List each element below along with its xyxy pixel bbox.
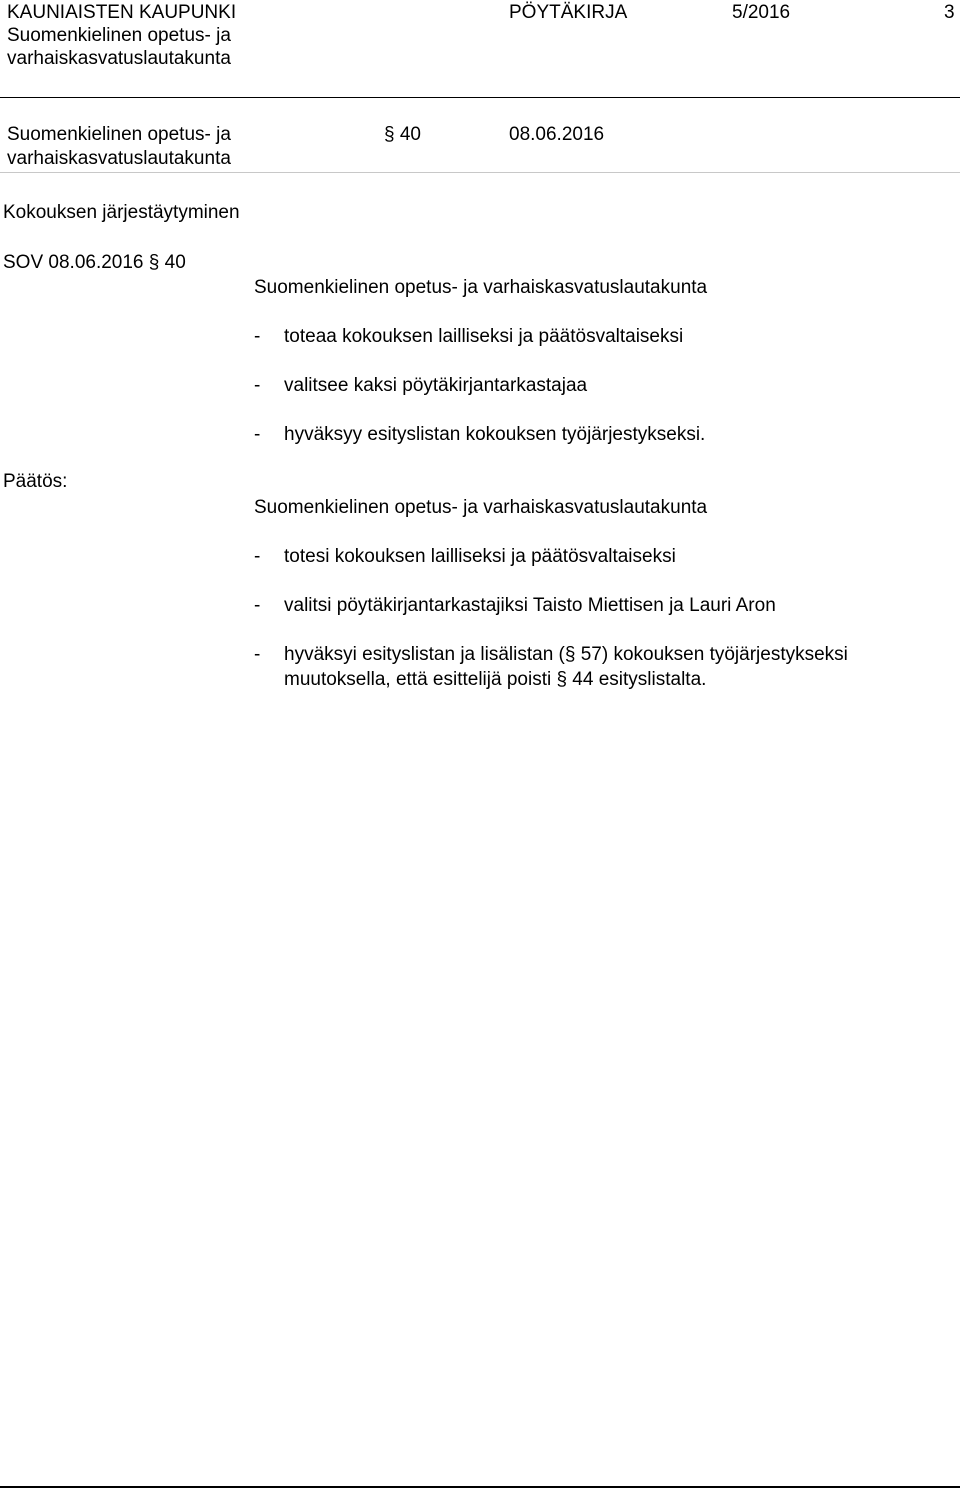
document-number: 5/2016 <box>732 2 791 23</box>
decision-bullet: - <box>254 644 261 665</box>
proposal-reference: SOV 08.06.2016 § 40 <box>3 252 186 273</box>
meeting-date: 08.06.2016 <box>509 124 605 145</box>
proposal-bullet: - <box>254 326 261 347</box>
footer-divider <box>0 1486 960 1488</box>
document-type: PÖYTÄKIRJA <box>509 2 628 23</box>
decision-item-line1: hyväksyi esityslistan ja lisälistan (§ 57) kokouksen työjärjestykseksi <box>284 644 848 665</box>
decision-item: totesi kokouksen lailliseksi ja päätösvaltaiseksi <box>284 546 676 567</box>
header-organization-block <box>7 1 236 70</box>
proposal-heading: Suomenkielinen opetus- ja varhaiskasvatuslautakunta <box>254 277 708 298</box>
section-divider <box>0 172 960 173</box>
section-committee-line1: Suomenkielinen opetus- ja <box>7 124 231 145</box>
section-committee-block <box>7 123 231 171</box>
decision-bullet: - <box>254 595 261 616</box>
decision-item: valitsi pöytäkirjantarkastajiksi Taisto Miettisen ja Lauri Aron <box>284 595 776 616</box>
section-number: § 40 <box>384 124 421 145</box>
decision-label: Päätös: <box>3 471 68 492</box>
header-divider <box>0 97 960 98</box>
proposal-item: valitsee kaksi pöytäkirjantarkastajaa <box>284 375 588 396</box>
organization-name: KAUNIAISTEN KAUPUNKI <box>7 2 237 23</box>
proposal-item: hyväksyy esityslistan kokouksen työjärjestykseksi. <box>284 424 706 445</box>
decision-bullet: - <box>254 546 261 567</box>
section-committee-line2: varhaiskasvatuslautakunta <box>7 148 231 169</box>
decision-heading: Suomenkielinen opetus- ja varhaiskasvatuslautakunta <box>254 497 708 518</box>
proposal-item: toteaa kokouksen lailliseksi ja päätösvaltaiseksi <box>284 326 684 347</box>
decision-item-line2: muutoksella, että esittelijä poisti § 44 esityslistalta. <box>284 669 707 690</box>
proposal-bullet: - <box>254 375 261 396</box>
item-title: Kokouksen järjestäytyminen <box>3 202 240 223</box>
proposal-bullet: - <box>254 424 261 445</box>
page-number: 3 <box>944 2 955 23</box>
committee-name-line1: Suomenkielinen opetus- ja <box>7 25 231 46</box>
committee-name-line2: varhaiskasvatuslautakunta <box>7 48 231 69</box>
